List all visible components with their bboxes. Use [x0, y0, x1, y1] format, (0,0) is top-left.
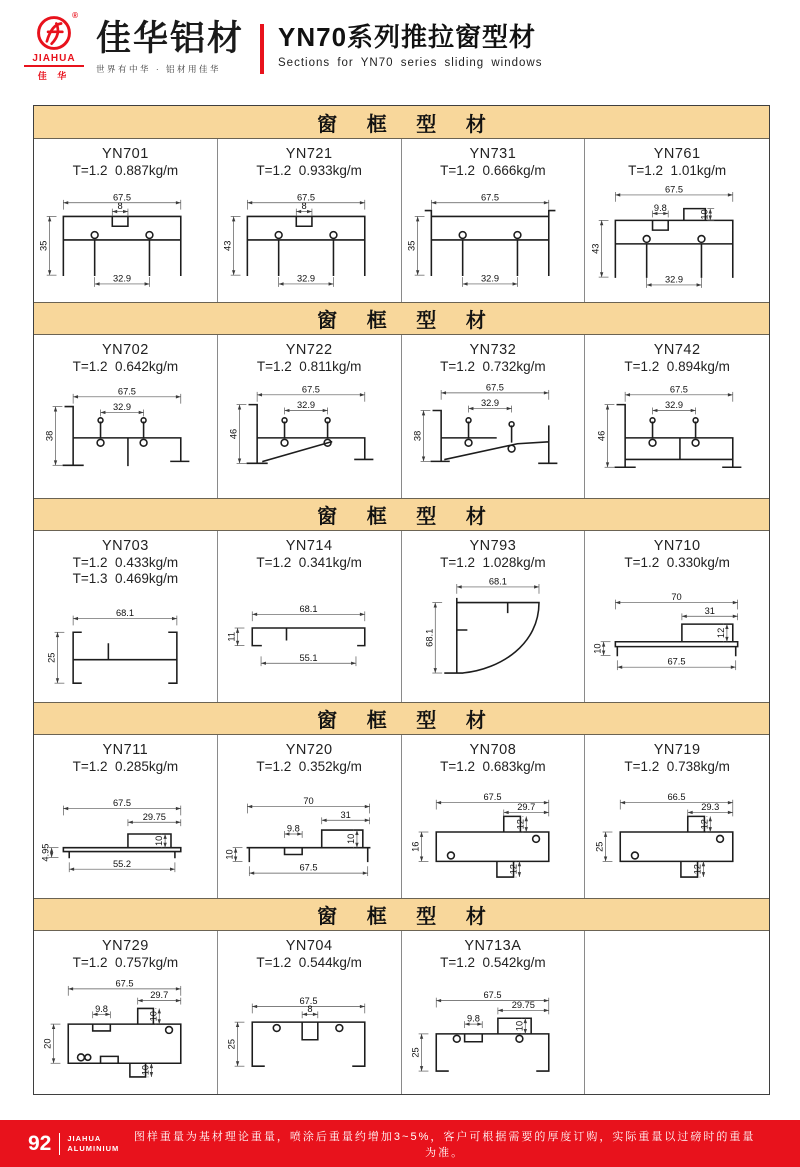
- thickness-weight-spec: T=1.3 0.469kg/m: [72, 571, 179, 586]
- model-number: YN731: [469, 146, 517, 162]
- profile-cross-section-drawing: [218, 572, 400, 686]
- profile-cell: [218, 735, 402, 898]
- logo-jiahua-text: JIAHUA: [24, 53, 84, 67]
- profile-cross-section-drawing: [218, 376, 400, 490]
- profile-cell: [585, 735, 769, 898]
- thickness-weight-spec: T=1.2 0.738kg/m: [624, 759, 730, 774]
- profile-cell: [402, 531, 586, 702]
- svg-text:20: 20: [43, 1038, 54, 1049]
- profile-cross-section-drawing: [218, 972, 400, 1086]
- svg-text:32.9: 32.9: [297, 400, 316, 411]
- profile-cell: [218, 139, 402, 302]
- page-number: 92: [28, 1132, 52, 1155]
- profile-cell: [218, 335, 402, 498]
- svg-text:67.5: 67.5: [667, 656, 686, 667]
- profile-cell: [34, 335, 218, 498]
- svg-text:67.5: 67.5: [299, 996, 318, 1007]
- svg-text:8: 8: [307, 1003, 313, 1014]
- series-title-cn: YN70系列推拉窗型材: [278, 22, 537, 52]
- thickness-weight-spec: T=1.2 0.757kg/m: [72, 955, 179, 970]
- profile-cross-section-drawing: [34, 776, 216, 890]
- model-number: YN732: [469, 342, 517, 358]
- svg-text:70: 70: [671, 592, 682, 603]
- footer-note: 图样重量为基材理论重量，喷涂后重量约增加3~5%，客户可根据需要的厚度订购，实际重量以过磅时的重量为准。: [133, 1130, 756, 1159]
- svg-text:11: 11: [226, 632, 237, 642]
- model-number: YN720: [285, 742, 333, 758]
- profile-cross-section-drawing: [34, 588, 216, 702]
- section-header-band: [34, 498, 769, 531]
- svg-text:67.5: 67.5: [483, 990, 502, 1001]
- profile-cell: [585, 531, 769, 702]
- svg-text:12: 12: [508, 864, 519, 875]
- profile-cross-section-drawing: [402, 376, 584, 490]
- thickness-weight-spec: T=1.2 0.352kg/m: [256, 759, 362, 774]
- profile-cross-section-drawing: [402, 180, 584, 294]
- thickness-weight-spec: T=1.2 0.285kg/m: [72, 759, 179, 774]
- svg-text:8: 8: [301, 201, 307, 212]
- svg-text:10: 10: [592, 643, 603, 654]
- model-number: YN710: [653, 538, 701, 554]
- svg-text:67.5: 67.5: [483, 792, 502, 803]
- model-number: YN722: [285, 342, 333, 358]
- section-header-band: [34, 898, 769, 931]
- svg-text:67.5: 67.5: [118, 386, 137, 397]
- profile-row: [34, 931, 769, 1094]
- brand-tagline: 世界有中华 · 铝材用佳华: [96, 63, 222, 74]
- thickness-weight-spec: T=1.2 0.887kg/m: [72, 163, 179, 178]
- svg-text:55.2: 55.2: [113, 858, 132, 869]
- svg-text:12: 12: [716, 627, 727, 639]
- svg-text:10: 10: [514, 1020, 525, 1032]
- page-footer: [0, 1120, 800, 1167]
- thickness-weight-spec: T=1.2 0.330kg/m: [624, 555, 730, 570]
- svg-text:32.9: 32.9: [665, 274, 684, 285]
- profile-cell-empty: [585, 931, 769, 1094]
- svg-text:9.8: 9.8: [95, 1003, 109, 1014]
- svg-text:9.8: 9.8: [466, 1013, 480, 1024]
- section-header-title: 窗 框 型 材: [317, 710, 498, 732]
- svg-text:32.9: 32.9: [480, 398, 499, 409]
- model-number: YN729: [101, 938, 149, 954]
- svg-text:12: 12: [692, 864, 703, 875]
- profile-cross-section-drawing: [34, 972, 216, 1086]
- profile-cell: [34, 931, 218, 1094]
- thickness-weight-spec: T=1.2 0.341kg/m: [256, 555, 362, 570]
- svg-text:10: 10: [154, 835, 165, 846]
- model-number: YN701: [101, 146, 149, 162]
- svg-text:25: 25: [410, 1047, 421, 1058]
- thickness-weight-spec: T=1.2 1.01kg/m: [628, 163, 727, 178]
- profile-cell: [402, 735, 586, 898]
- section-header-band: [34, 106, 769, 139]
- profile-cross-section-drawing: [34, 376, 216, 490]
- section-header-title: 窗 框 型 材: [317, 310, 498, 332]
- svg-text:29.3: 29.3: [701, 802, 720, 813]
- profile-row: [34, 139, 769, 302]
- svg-text:29.75: 29.75: [143, 811, 167, 822]
- svg-text:46: 46: [596, 430, 607, 442]
- profile-row: [34, 735, 769, 898]
- footer-brand: [67, 1134, 119, 1153]
- model-number: YN708: [469, 742, 517, 758]
- svg-text:67.5: 67.5: [299, 862, 318, 873]
- svg-text:38: 38: [412, 430, 423, 442]
- section-header-title: 窗 框 型 材: [317, 113, 498, 136]
- svg-text:67.5: 67.5: [297, 192, 316, 203]
- logo-cn-text: 佳 华: [37, 71, 71, 81]
- footer-brand-line2: ALUMINIUM: [67, 1143, 120, 1153]
- model-number: YN793: [469, 538, 517, 554]
- svg-text:32.9: 32.9: [113, 273, 132, 284]
- profile-cell: [585, 335, 769, 498]
- model-number: YN711: [102, 742, 149, 758]
- svg-text:32.9: 32.9: [665, 400, 684, 411]
- section-header-band: [34, 702, 769, 735]
- profile-row: [34, 531, 769, 702]
- svg-text:38: 38: [44, 430, 55, 442]
- thickness-weight-spec: T=1.2 1.028kg/m: [440, 555, 546, 570]
- svg-text:32.9: 32.9: [113, 402, 132, 413]
- svg-text:35: 35: [39, 240, 50, 251]
- svg-text:46: 46: [228, 428, 239, 440]
- profile-cell: [218, 931, 402, 1094]
- svg-text:8: 8: [117, 201, 124, 212]
- svg-text:67.5: 67.5: [113, 798, 132, 809]
- profile-cross-section-drawing: [586, 776, 768, 890]
- thickness-weight-spec: T=1.2 0.933kg/m: [256, 163, 362, 178]
- svg-text:25: 25: [594, 841, 605, 852]
- profile-row: [34, 335, 769, 498]
- svg-text:67.5: 67.5: [302, 384, 321, 395]
- thickness-weight-spec: T=1.2 0.542kg/m: [440, 955, 546, 970]
- profile-cross-section-drawing: [34, 180, 216, 294]
- thickness-weight-spec: T=1.2 0.811kg/m: [256, 359, 362, 374]
- brand-block: [96, 21, 244, 75]
- profile-cross-section-drawing: [586, 180, 768, 294]
- svg-text:10: 10: [148, 1011, 159, 1022]
- thickness-weight-spec: T=1.2 0.666kg/m: [440, 163, 546, 178]
- profile-cross-section-drawing: [402, 776, 584, 890]
- header-divider: [260, 24, 264, 74]
- profile-cross-section-drawing: [218, 776, 400, 890]
- thickness-weight-spec: T=1.2 0.683kg/m: [440, 759, 546, 774]
- model-number: YN713A: [464, 938, 522, 954]
- profile-cell: [402, 139, 586, 302]
- profile-cell: [402, 931, 586, 1094]
- svg-text:4.95: 4.95: [41, 843, 52, 862]
- svg-text:68.1: 68.1: [116, 608, 135, 619]
- section-header-title: 窗 框 型 材: [317, 906, 498, 928]
- thickness-weight-spec: T=1.2 0.642kg/m: [72, 359, 179, 374]
- thickness-weight-spec: T=1.2 0.894kg/m: [624, 359, 730, 374]
- profile-cross-section-drawing: [402, 972, 584, 1086]
- svg-text:67.5: 67.5: [115, 978, 134, 989]
- profile-cell: [34, 139, 218, 302]
- svg-text:67.5: 67.5: [670, 384, 689, 395]
- svg-text:68.1: 68.1: [488, 576, 507, 587]
- svg-text:67.5: 67.5: [665, 184, 684, 195]
- svg-text:29.7: 29.7: [150, 990, 169, 1001]
- svg-text:16: 16: [410, 841, 421, 852]
- svg-text:9.8: 9.8: [654, 203, 667, 214]
- model-number: YN721: [285, 146, 333, 162]
- svg-text:31: 31: [704, 605, 716, 616]
- profile-cell: [34, 531, 218, 702]
- series-title-en: Sections for YN70 series sliding windows: [278, 56, 543, 69]
- section-header-band: [34, 302, 769, 335]
- svg-text:66.5: 66.5: [667, 792, 686, 803]
- svg-text:32.9: 32.9: [297, 273, 316, 284]
- profile-cell: [402, 335, 586, 498]
- svg-text:25: 25: [226, 1039, 237, 1050]
- profile-cell: [34, 735, 218, 898]
- logo-monogram-icon: [35, 14, 73, 52]
- section-header-title: 窗 框 型 材: [317, 506, 498, 528]
- profile-cross-section-drawing: [218, 180, 400, 294]
- profile-table: [33, 105, 770, 1095]
- svg-text:29.75: 29.75: [511, 999, 535, 1010]
- svg-text:68.1: 68.1: [424, 628, 435, 647]
- svg-text:12: 12: [515, 819, 526, 830]
- svg-text:35: 35: [406, 240, 417, 251]
- footer-brand-line1: JIAHUA: [67, 1134, 102, 1144]
- svg-text:67.5: 67.5: [480, 192, 499, 203]
- profile-cross-section-drawing: [586, 376, 768, 490]
- profile-cross-section-drawing: [586, 572, 768, 686]
- svg-text:70: 70: [303, 796, 314, 807]
- svg-text:55.1: 55.1: [299, 652, 318, 663]
- svg-text:25: 25: [46, 652, 57, 663]
- svg-text:10: 10: [346, 833, 357, 845]
- model-number: YN703: [101, 538, 149, 554]
- model-number: YN702: [101, 342, 149, 358]
- svg-text:43: 43: [222, 240, 233, 251]
- svg-text:43: 43: [590, 243, 601, 254]
- brand-name: 佳华铝材: [96, 19, 245, 58]
- title-block: [278, 23, 542, 69]
- page-header: [24, 11, 776, 84]
- thickness-weight-spec: T=1.2 0.732kg/m: [440, 359, 546, 374]
- svg-text:10: 10: [140, 1064, 151, 1076]
- jiahua-emblem-icon: [32, 11, 78, 52]
- profile-cell: [218, 531, 402, 702]
- svg-text:31: 31: [340, 809, 351, 820]
- svg-text:68.1: 68.1: [299, 603, 318, 614]
- thickness-weight-spec: T=1.2 0.544kg/m: [256, 955, 362, 970]
- thickness-weight-spec: T=1.2 0.433kg/m: [72, 555, 179, 570]
- model-number: YN761: [653, 146, 701, 162]
- svg-text:29.7: 29.7: [517, 802, 536, 813]
- model-number: YN719: [653, 742, 701, 758]
- svg-text:12: 12: [699, 819, 710, 830]
- model-number: YN704: [285, 938, 333, 954]
- jiahua-logo: [24, 11, 84, 82]
- model-number: YN742: [653, 342, 701, 358]
- footer-divider: [59, 1133, 60, 1155]
- svg-text:9.8: 9.8: [287, 823, 300, 834]
- svg-text:67.5: 67.5: [113, 192, 132, 203]
- svg-text:67.5: 67.5: [485, 382, 504, 393]
- registered-mark: ®: [72, 11, 78, 20]
- svg-text:10: 10: [224, 849, 235, 860]
- svg-text:10: 10: [699, 209, 710, 220]
- svg-text:32.9: 32.9: [480, 273, 499, 284]
- model-number: YN714: [285, 538, 333, 554]
- profile-cell: [585, 139, 769, 302]
- profile-cross-section-drawing: [402, 572, 584, 686]
